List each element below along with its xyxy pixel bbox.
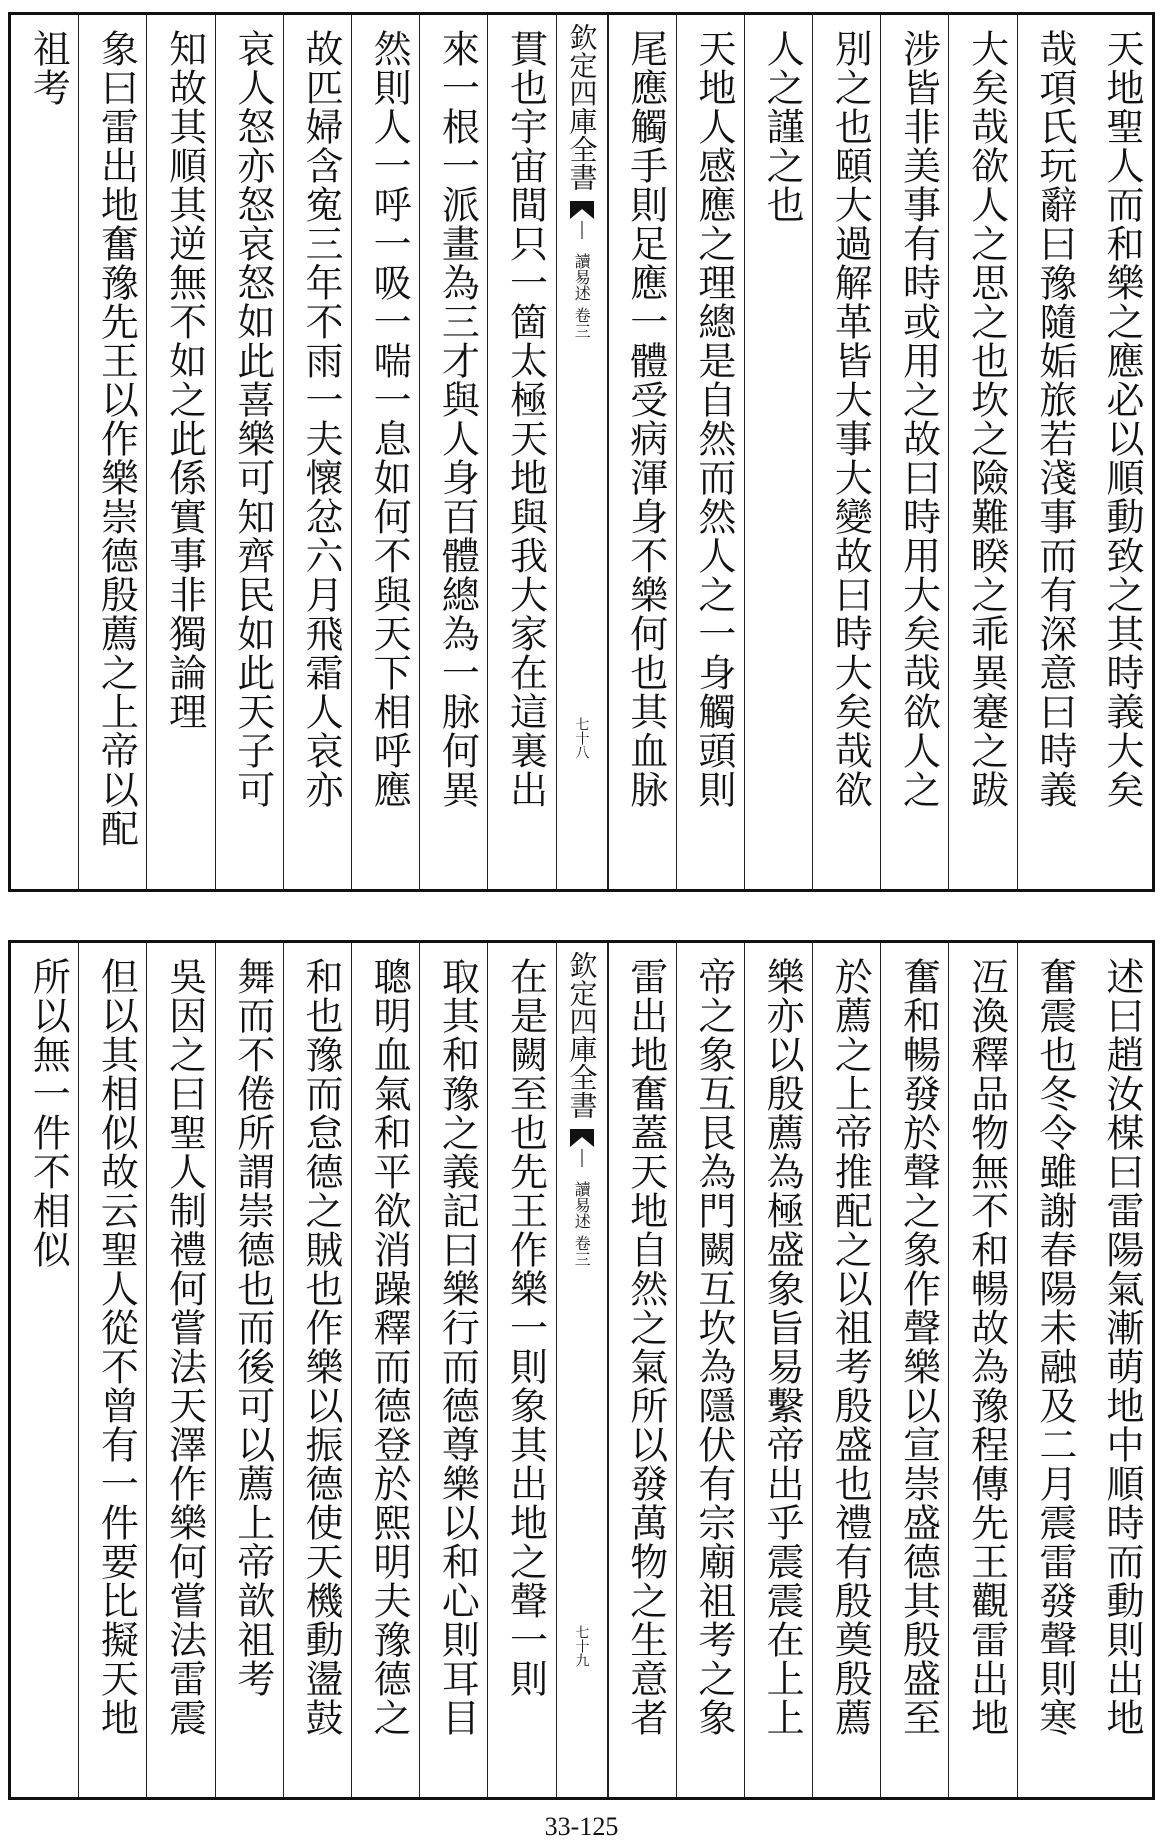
text-column: 貫也宇宙間只一箇太極天地與我大家在這裏出 <box>487 15 555 889</box>
text-column: 和也豫而怠德之賊也作樂以振德使天機動盪鼓 <box>283 943 351 1797</box>
text-column: 在是闕至也先王作樂一則象其出地之聲一則 <box>487 943 555 1797</box>
text-column: 涉皆非美事有時或用之故曰時用大矣哉欲人之 <box>880 15 948 889</box>
text-column: 奮震也冬令雖謝春陽未融及二月震雷發聲則寒 <box>1017 943 1085 1797</box>
text-column: 冱渙釋品物無不和暢故為豫程傳先王觀雷出地 <box>948 943 1016 1797</box>
text-column: 然則人一呼一吸一喘一息如何不與天下相呼應 <box>351 15 419 889</box>
text-column: 知故其順其逆無不如之此係實事非獨論理 <box>146 15 214 889</box>
text-column: 尾應觸手則足應一體受病渾身不樂何也其血脉 <box>608 15 676 889</box>
work-title: 讀易述 <box>572 253 592 301</box>
top-page-frame <box>8 12 1155 892</box>
center-fold-column <box>556 15 608 889</box>
text-column: 人之謹之也 <box>744 15 812 889</box>
text-column: 舞而不倦所謂崇德也而後可以薦上帝歆祖考 <box>215 943 283 1797</box>
text-column: 所以無一件不相似 <box>26 957 71 1269</box>
text-column: 聰明血氣和平欲消躁釋而德登於熙明夫豫德之 <box>351 943 419 1797</box>
text-column: 奮和暢發於聲之象作聲樂以宣崇盛德其殷盛至 <box>880 943 948 1797</box>
text-column: 哉項氏玩辭曰豫隨姤旅若淺事而有深意曰時義 <box>1017 15 1085 889</box>
text-column: 故匹婦含寃三年不雨一夫懷忿六月飛霜人哀亦 <box>283 15 351 889</box>
work-title: 讀易述 <box>572 1181 592 1229</box>
leaf-number: 七十九 <box>573 1625 590 1667</box>
text-column: 樂亦以殷薦為極盛象旨易繫帝出乎震震在上上 <box>744 943 812 1797</box>
center-fold-column <box>556 943 608 1797</box>
page-number: 33-125 <box>544 1812 619 1841</box>
text-column: 述曰趙汝楳曰雷陽氣漸萌地中順時而動則出地 <box>1100 957 1144 1737</box>
text-column: 天地聖人而和樂之應必以順動致之其時義大矣 <box>1100 29 1144 809</box>
text-column: 來一根一派畫為三才與人身百體總為一脉何異 <box>419 15 487 889</box>
text-column: 別之也頤大過解革皆大事大變故曰時大矣哉欲 <box>812 15 880 889</box>
text-column: 但以其相似故云聖人從不曾有一件要比擬天地 <box>78 943 146 1797</box>
text-column: 象曰雷出地奮豫先王以作樂崇德殷薦之上帝以配 <box>78 15 146 889</box>
volume-label: 卷三 <box>572 1235 592 1267</box>
text-column: 天地人感應之理總是自然而然人之一身觸頭則 <box>676 15 744 889</box>
text-column: 取其和豫之義記曰樂行而德尊樂以和心則耳目 <box>419 943 487 1797</box>
book-title: 欽定四庫全書 <box>565 951 599 1119</box>
book-title: 欽定四庫全書 <box>565 23 599 191</box>
fishtail-mark-icon <box>569 199 595 239</box>
text-column: 帝之象互艮為門闕互坎為隱伏有宗廟祖考之象 <box>676 943 744 1797</box>
text-column: 祖考 <box>26 29 71 107</box>
volume-label: 卷三 <box>572 307 592 339</box>
text-column: 大矣哉欲人之思之也坎之險難睽之乖異蹇之跋 <box>948 15 1016 889</box>
leaf-number: 七十八 <box>573 717 590 759</box>
text-column: 雷出地奮蓋天地自然之氣所以發萬物之生意者 <box>608 943 676 1797</box>
text-column: 吳因之曰聖人制禮何嘗法天澤作樂何嘗法雷震 <box>146 943 214 1797</box>
text-column: 於薦之上帝推配之以祖考殷盛也禮有殷奠殷薦 <box>812 943 880 1797</box>
bottom-page-frame <box>8 940 1155 1800</box>
text-column: 哀人怒亦怒哀怒如此喜樂可知齊民如此天子可 <box>215 15 283 889</box>
fishtail-mark-icon <box>569 1127 595 1167</box>
